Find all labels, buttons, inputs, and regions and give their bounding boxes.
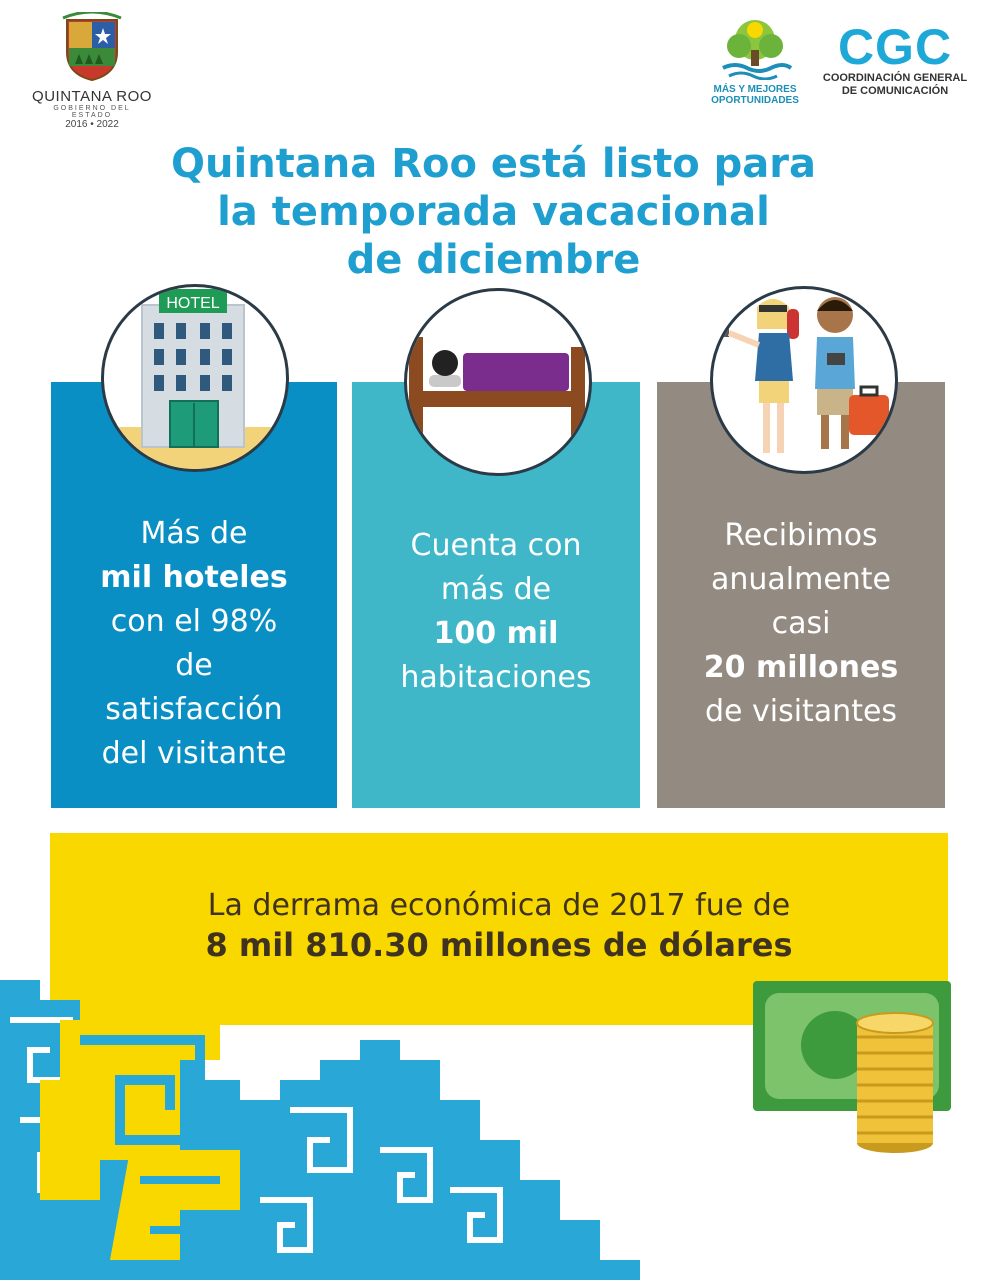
- banner-text-line-2: 8 mil 810.30 millones de dólares: [205, 926, 793, 964]
- card-line-highlight: 100 mil: [433, 616, 559, 651]
- page-title: [110, 140, 877, 284]
- logo-years: 2016 • 2022: [65, 119, 119, 130]
- state-seal-icon: [57, 12, 127, 82]
- title-line-2: la temporada vacacional: [217, 189, 770, 235]
- logo-line-2: OPORTUNIDADES: [711, 95, 799, 106]
- card-line-highlight: mil hoteles: [100, 560, 288, 595]
- money-coins-icon: [745, 975, 955, 1165]
- card-line: casi: [771, 606, 831, 641]
- card-line: más de: [440, 572, 552, 607]
- card-line: Recibimos: [724, 518, 878, 553]
- card-line-highlight: 20 millones: [703, 650, 899, 685]
- logo-subtitle: GOBIERNO DEL ESTADO: [53, 105, 131, 119]
- card-line: satisfacción: [105, 692, 283, 727]
- cgc-line-1: COORDINACIÓN GENERAL: [822, 72, 968, 84]
- card-line: con el 98%: [110, 604, 278, 639]
- hotel-icon: [101, 284, 289, 472]
- hotels-card-text: [61, 512, 327, 776]
- card-line: de visitantes: [704, 694, 898, 729]
- bed-icon: [404, 288, 592, 476]
- tourists-icon: [710, 286, 898, 474]
- cgc-logo: [820, 19, 970, 98]
- title-line-3: de diciembre: [346, 237, 641, 283]
- cgc-line-2: DE COMUNICACIÓN: [841, 85, 949, 97]
- logo-line-1: MÁS Y MEJORES: [713, 84, 797, 95]
- banner-text-line-1: La derrama económica de 2017 fue de: [207, 888, 791, 923]
- mayan-fret-decoration-icon: [0, 960, 700, 1280]
- card-line: Cuenta con: [410, 528, 582, 563]
- card-line: Más de: [140, 516, 248, 551]
- tree-icon: [715, 18, 795, 80]
- visitors-card-text: [667, 514, 935, 734]
- cgc-abbreviation: CGC: [837, 19, 953, 75]
- hotel-sign-text: HOTEL: [166, 295, 220, 312]
- rooms-card-text: [362, 524, 630, 700]
- card-line: habitaciones: [400, 660, 592, 695]
- card-line: del visitante: [101, 736, 287, 771]
- card-line: anualmente: [710, 562, 892, 597]
- card-line: de: [175, 648, 213, 683]
- logo-name: QUINTANA ROO: [32, 88, 152, 105]
- mas-mejores-oportunidades-logo: [700, 18, 810, 118]
- title-line-1: Quintana Roo está listo para: [171, 141, 816, 187]
- quintana-roo-logo: [32, 12, 152, 130]
